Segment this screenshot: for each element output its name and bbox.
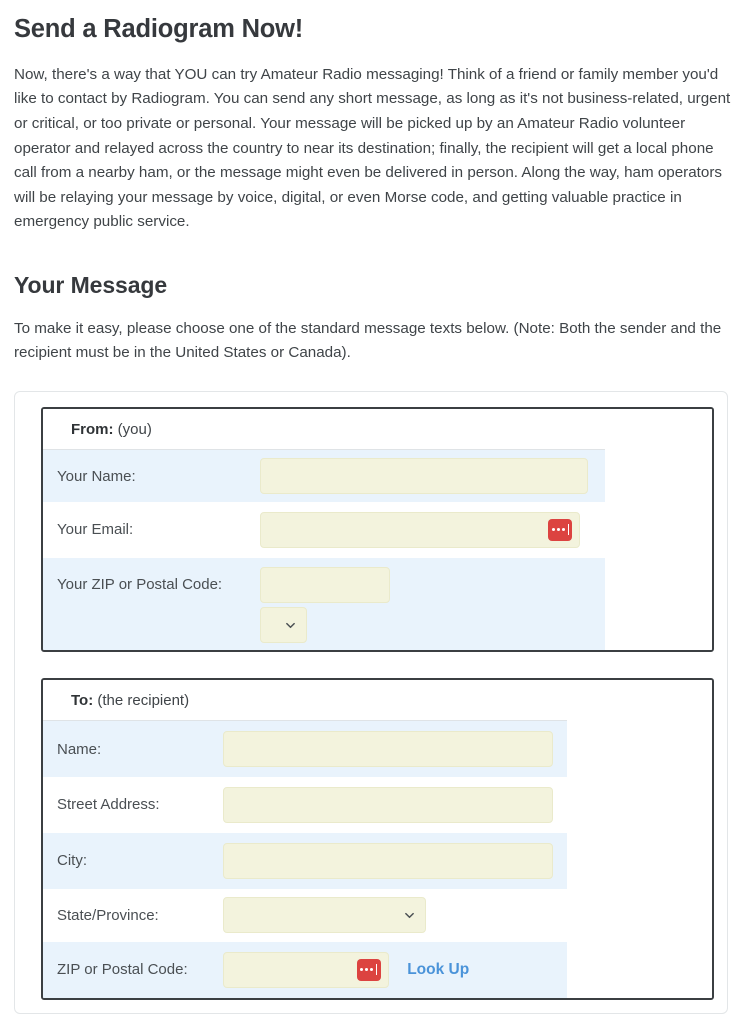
- from-header-row: [43, 409, 712, 450]
- dot: [557, 528, 560, 531]
- to-row-street: [43, 777, 712, 833]
- dot: [552, 528, 555, 531]
- from-name-label: Your Name:: [43, 450, 247, 502]
- page-title: Send a Radiogram Now!: [14, 15, 304, 43]
- section-title-your-message: Your Message: [14, 272, 168, 299]
- from-zip-label: Your ZIP or Postal Code:: [43, 558, 247, 650]
- to-zip-label: ZIP or Postal Code:: [43, 942, 210, 998]
- to-header-spacer: [567, 680, 712, 721]
- from-row-email: [43, 502, 712, 558]
- to-state-spacer: [567, 889, 712, 942]
- caret: [376, 964, 378, 975]
- from-name-input[interactable]: [260, 458, 588, 494]
- to-name-field-cell: [210, 721, 567, 777]
- intro-paragraph: Now, there's a way that YOU can try Amateur Radio messaging! Think of a friend or family member you'd like to contact by Radiogram. You can send any short message, as long as it's not business-related, urgent or critical, or too private or personal. Your message will be picked up by an Amateur Radio volunteer operator and relayed across the country to near its destination; finally, the recipient will get a local phone call from a nearby ham, or the message might even be delivered in person. Along the way, ham operators will be relaying your message by voice, digital, or even Morse code, and getting valuable practice in emergency public service.: [14, 65, 731, 231]
- from-zip-field-cell: [247, 558, 605, 650]
- to-row-zip: [43, 942, 712, 998]
- from-box: [41, 407, 714, 652]
- page-root: [0, 14, 750, 1014]
- caret: [568, 524, 570, 535]
- to-name-input[interactable]: [223, 731, 553, 767]
- to-street-spacer: [567, 777, 712, 833]
- from-header-spacer: [605, 409, 712, 450]
- to-city-spacer: [567, 833, 712, 889]
- from-zip-stack: [260, 567, 605, 643]
- radiogram-form-panel: [14, 391, 728, 1014]
- from-zip-spacer: [605, 558, 712, 650]
- to-state-select[interactable]: [223, 897, 426, 933]
- from-email-spacer: [605, 502, 712, 558]
- to-city-input[interactable]: [223, 843, 553, 879]
- to-city-field-cell: [210, 833, 567, 889]
- to-state-field-cell: [210, 889, 567, 942]
- to-row-city: [43, 833, 712, 889]
- from-email-label: Your Email:: [43, 502, 247, 558]
- to-street-field-cell: [210, 777, 567, 833]
- from-country-select[interactable]: [260, 607, 307, 643]
- to-header-note: (the recipient): [97, 691, 190, 709]
- autofill-badge-icon[interactable]: [357, 959, 381, 981]
- from-row-zip: [43, 558, 712, 650]
- from-header-field-cell: [247, 409, 605, 450]
- dot: [360, 968, 363, 971]
- from-header-strong: From:: [71, 420, 114, 438]
- to-name-label: Name:: [43, 721, 210, 777]
- from-zip-input[interactable]: [260, 567, 390, 603]
- to-header-strong: To:: [71, 691, 94, 709]
- section-intro-paragraph: To make it easy, please choose one of the standard message texts below. (Note: Both the sender and the recipient must be in the United States or Canada).: [14, 319, 722, 362]
- to-zip-field-cell: [210, 942, 567, 998]
- from-header-note: (you): [117, 420, 152, 438]
- to-header-field-cell: [210, 680, 567, 721]
- to-box: [41, 678, 714, 1000]
- to-zip-input[interactable]: [223, 952, 389, 988]
- to-header-cell: [43, 680, 210, 721]
- from-row-name: [43, 450, 712, 502]
- to-table: [43, 680, 712, 998]
- from-name-spacer: [605, 450, 712, 502]
- from-table: [43, 409, 712, 650]
- chevron-down-icon: [404, 910, 415, 921]
- dot: [370, 968, 373, 971]
- to-state-label: State/Province:: [43, 889, 210, 942]
- from-email-field-cell: [247, 502, 605, 558]
- autofill-badge-icon[interactable]: [548, 519, 572, 541]
- to-city-label: City:: [43, 833, 210, 889]
- to-street-input[interactable]: [223, 787, 553, 823]
- from-header-cell: [43, 409, 247, 450]
- dot: [562, 528, 565, 531]
- to-row-state: [43, 889, 712, 942]
- to-name-spacer: [567, 721, 712, 777]
- from-header-text: [57, 421, 152, 438]
- to-zip-spacer: [567, 942, 712, 998]
- zip-lookup-link[interactable]: Look Up: [407, 960, 470, 978]
- to-street-label: Street Address:: [43, 777, 210, 833]
- to-header-row: [43, 680, 712, 721]
- from-email-input[interactable]: [260, 512, 580, 548]
- to-header-text: [57, 692, 189, 709]
- from-name-field-cell: [247, 450, 605, 502]
- to-row-name: [43, 721, 712, 777]
- dot: [365, 968, 368, 971]
- chevron-down-icon: [285, 619, 296, 630]
